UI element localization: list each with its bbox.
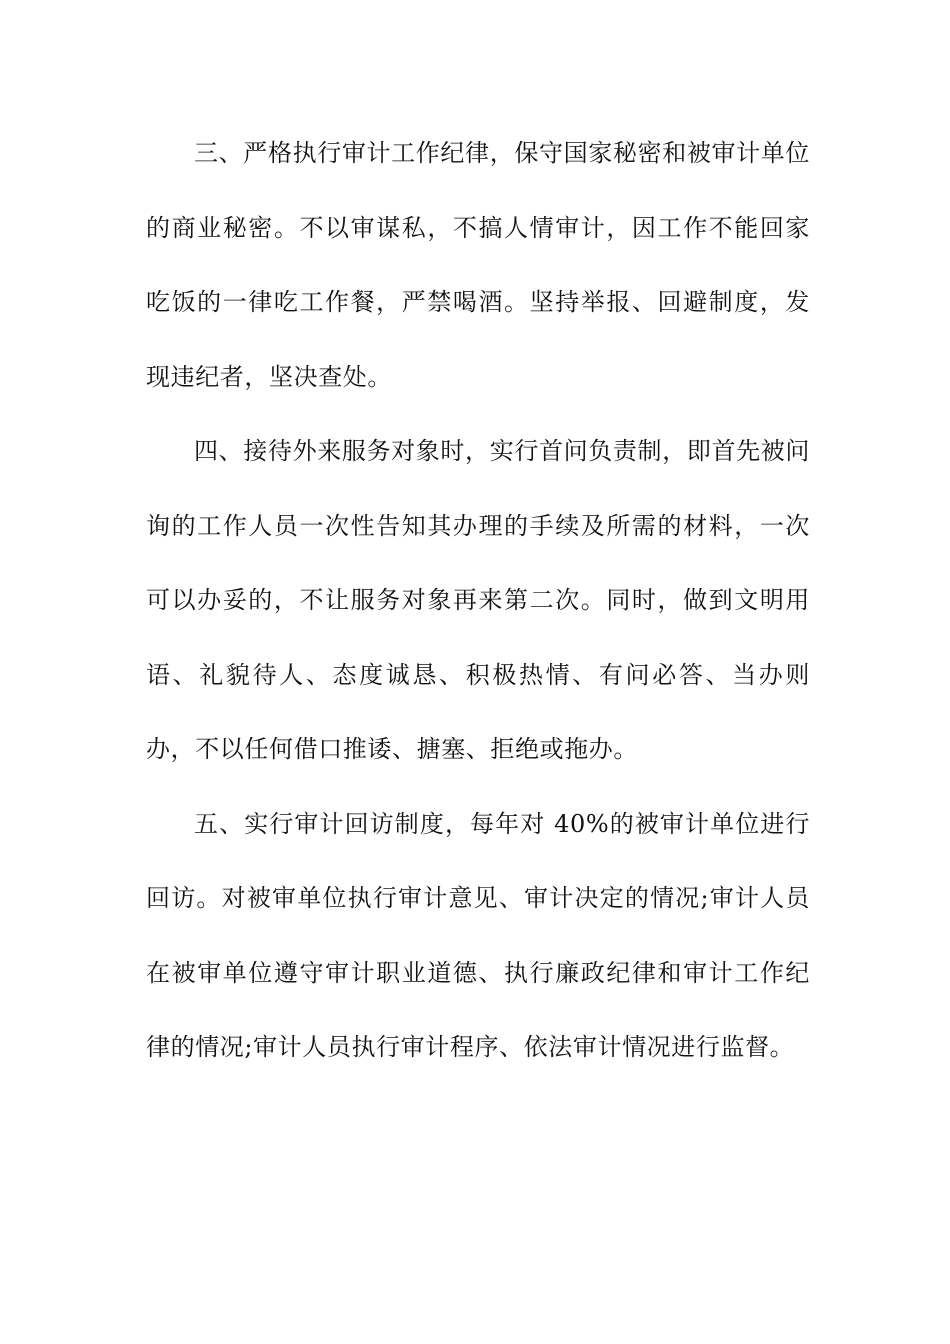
paragraph-section-3: 三、严格执行审计工作纪律，保守国家秘密和被审计单位的商业秘密。不以审谋私，不搞人情审计，因工作不能回家吃饭的一律吃工作餐，严禁喝酒。坚持举报、回避制度，发现违纪者，坚决查处。 <box>146 139 810 391</box>
document-body <box>146 116 810 1085</box>
paragraph-section-5: 五、实行审计回访制度，每年对 40%的被审计单位进行回访。对被审单位执行审计意见、审计决定的情况;审计人员在被审单位遵守审计职业道德、执行廉政纪律和审计工作纪律的情况;审计人员执行审计程序、依法审计情况进行监督。 <box>146 809 810 1061</box>
paragraph-section-4: 四、接待外来服务对象时，实行首问负责制，即首先被问询的工作人员一次性告知其办理的手续及所需的材料，一次可以办妥的，不让服务对象再来第二次。同时，做到文明用语、礼貌待人、态度诚恳、积极热情、有问必答、当办则办，不以任何借口推诿、搪塞、拒绝或拖办。 <box>146 437 810 763</box>
